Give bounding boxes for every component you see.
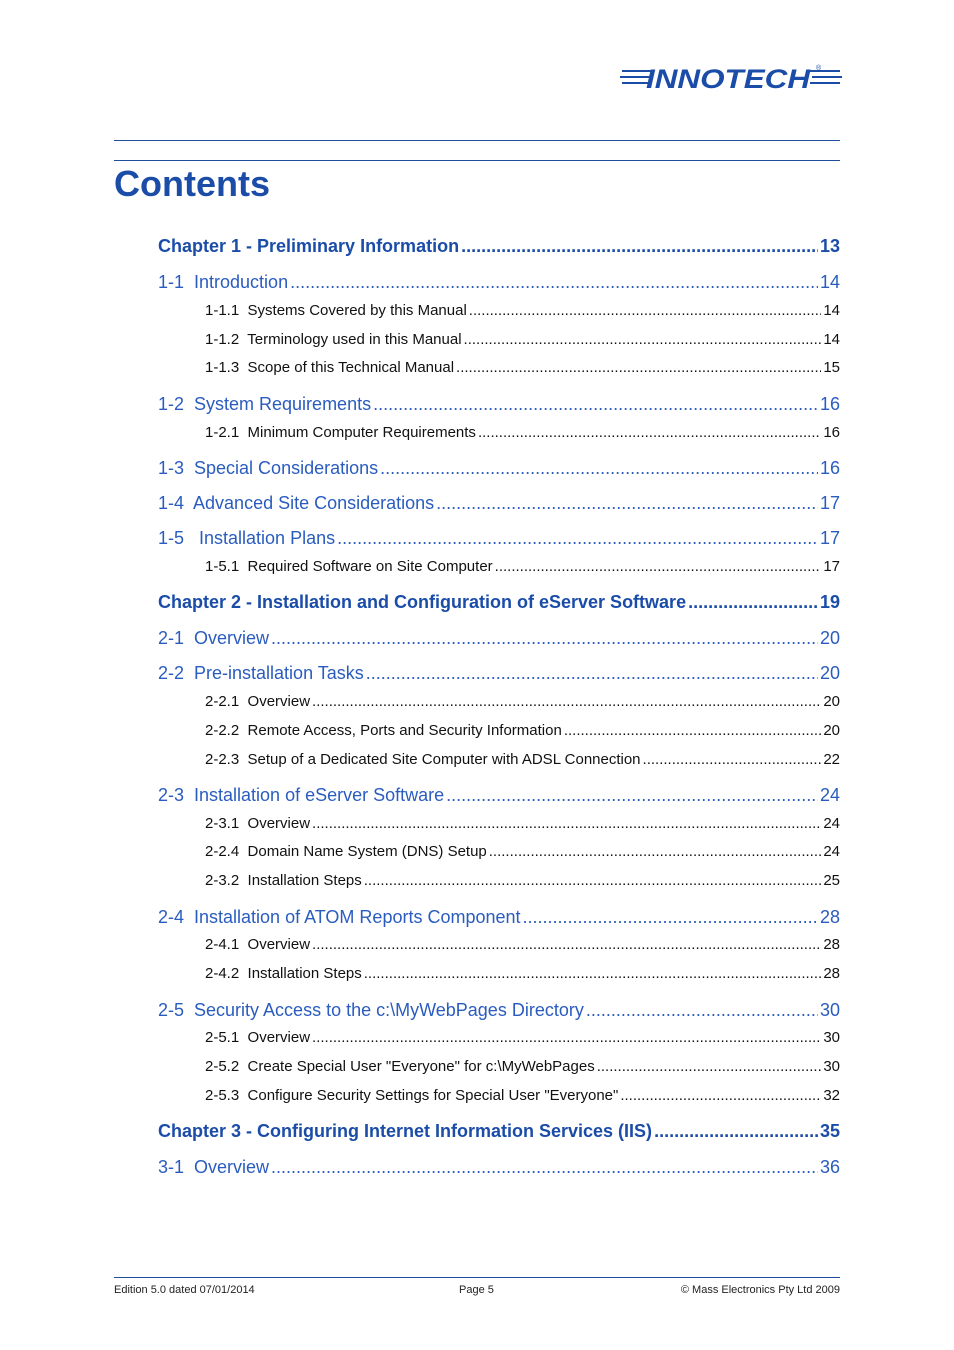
dot-leader <box>478 424 821 441</box>
dot-leader <box>586 1000 818 1021</box>
logo-wordmark: INNOTECH <box>646 64 811 94</box>
toc-entry-page-number: 35 <box>819 1121 840 1141</box>
toc-entry-sub[interactable] <box>205 1087 840 1104</box>
toc-entry-page-number: 24 <box>819 785 840 805</box>
toc-entry-sub[interactable] <box>205 815 840 832</box>
dot-leader <box>271 628 818 649</box>
dot-leader <box>489 843 822 860</box>
toc-entry-label: Chapter 3 - Configuring Internet Information Services (IIS) <box>158 1121 653 1141</box>
toc-entry-label: Chapter 2 - Installation and Configuration of eServer Software <box>158 592 687 612</box>
toc-entry-section[interactable] <box>158 493 840 514</box>
registered-mark: ® <box>816 65 822 72</box>
toc-entry-sub[interactable] <box>205 424 840 441</box>
toc-entry-label: 2-5.2 Create Special User "Everyone" for c:\MyWebPages <box>205 1058 595 1075</box>
toc-entry-label: 1-1.2 Terminology used in this Manual <box>205 331 462 348</box>
toc-entry-label: 2-5.3 Configure Security Settings for Special User "Everyone" <box>205 1087 619 1104</box>
toc-entry-label: 2-2.2 Remote Access, Ports and Security Information <box>205 722 562 739</box>
toc-entry-page-number: 28 <box>819 907 840 927</box>
toc-entry-page-number: 13 <box>819 236 840 256</box>
toc-entry-label: 2-2.4 Domain Name System (DNS) Setup <box>205 843 487 860</box>
toc-entry-label: 2-3.2 Installation Steps <box>205 872 362 889</box>
dot-leader <box>364 872 822 889</box>
toc-entry-label: 1-4 Advanced Site Considerations <box>158 493 435 513</box>
toc-entry-page-number: 16 <box>823 424 840 441</box>
toc-entry-page-number: 20 <box>819 628 840 648</box>
footer-rule <box>114 1277 840 1278</box>
toc-entry-section[interactable] <box>158 458 840 479</box>
toc-entry-page-number: 17 <box>819 528 840 548</box>
toc-entry-label: 1-5 Installation Plans <box>158 528 336 548</box>
toc-entry-page-number: 22 <box>823 751 840 768</box>
toc-entry-page-number: 14 <box>823 331 840 348</box>
toc-entry-section[interactable] <box>158 528 840 549</box>
toc-entry-sub[interactable] <box>205 302 840 319</box>
toc-entry-label: 1-5.1 Required Software on Site Computer <box>205 558 493 575</box>
dot-leader <box>436 493 818 514</box>
toc-entry-section[interactable] <box>158 1157 840 1178</box>
toc-entry-sub[interactable] <box>205 843 840 860</box>
dot-leader <box>364 965 822 982</box>
footer-edition: Edition 5.0 dated 07/01/2014 <box>114 1284 255 1296</box>
dot-leader <box>523 907 818 928</box>
toc-entry-label: 1-1.3 Scope of this Technical Manual <box>205 359 455 376</box>
toc-entry-section[interactable] <box>158 394 840 415</box>
toc-entry-label: 2-1 Overview <box>158 628 270 648</box>
toc-entry-page-number: 30 <box>819 1000 840 1020</box>
dot-leader <box>312 1029 821 1046</box>
page-title: Contents <box>114 163 270 204</box>
toc-entry-page-number: 17 <box>819 493 840 513</box>
toc-entry-sub[interactable] <box>205 331 840 348</box>
dot-leader <box>564 722 821 739</box>
toc-entry-section[interactable] <box>158 907 840 928</box>
header-rule-top <box>114 140 840 141</box>
toc-entry-sub[interactable] <box>205 936 840 953</box>
dot-leader <box>620 1087 821 1104</box>
toc-entry-chapter[interactable] <box>158 236 840 257</box>
toc-entry-label: 3-1 Overview <box>158 1157 270 1177</box>
toc-entry-sub[interactable] <box>205 1029 840 1046</box>
toc-entry-sub[interactable] <box>205 722 840 739</box>
dot-leader <box>464 331 822 348</box>
dot-leader <box>312 936 821 953</box>
dot-leader <box>654 1121 818 1142</box>
toc-entry-page-number: 14 <box>819 272 840 292</box>
dot-leader <box>688 592 818 613</box>
toc-entry-page-number: 36 <box>819 1157 840 1177</box>
toc-entry-label: 2-2 Pre-installation Tasks <box>158 663 364 683</box>
toc-entry-page-number: 28 <box>823 965 840 982</box>
toc-entry-chapter[interactable] <box>158 1121 840 1142</box>
toc-entry-page-number: 30 <box>823 1029 840 1046</box>
toc-entry-section[interactable] <box>158 628 840 649</box>
toc-entry-page-number: 24 <box>823 815 840 832</box>
toc-entry-label: 2-4 Installation of ATOM Reports Component <box>158 907 521 927</box>
toc-entry-page-number: 17 <box>823 558 840 575</box>
dot-leader <box>271 1157 818 1178</box>
toc-entry-sub[interactable] <box>205 359 840 376</box>
toc-entry-page-number: 16 <box>819 458 840 478</box>
header-rule-bottom <box>114 160 840 161</box>
toc-entry-label: 1-1.1 Systems Covered by this Manual <box>205 302 467 319</box>
toc-entry-label: 1-3 Special Considerations <box>158 458 379 478</box>
toc-entry-page-number: 20 <box>823 722 840 739</box>
dot-leader <box>495 558 822 575</box>
toc-entry-page-number: 28 <box>823 936 840 953</box>
toc-entry-section[interactable] <box>158 1000 840 1021</box>
toc-entry-page-number: 30 <box>823 1058 840 1075</box>
toc-entry-label: 2-5.1 Overview <box>205 1029 311 1046</box>
dot-leader <box>290 272 818 293</box>
innotech-logo <box>620 62 842 94</box>
toc-entry-label: 2-4.1 Overview <box>205 936 311 953</box>
dot-leader <box>380 458 818 479</box>
footer-page-number: Page 5 <box>459 1284 494 1296</box>
dot-leader <box>373 394 818 415</box>
toc-entry-label: 2-5 Security Access to the c:\MyWebPages Directory <box>158 1000 584 1020</box>
toc-entry-sub[interactable] <box>205 751 840 768</box>
dot-leader <box>312 693 821 710</box>
toc-entry-sub[interactable] <box>205 965 840 982</box>
toc-entry-section[interactable] <box>158 785 840 806</box>
toc-entry-section[interactable] <box>158 272 840 293</box>
dot-leader <box>366 663 818 684</box>
toc-entry-page-number: 24 <box>823 843 840 860</box>
dot-leader <box>446 785 818 806</box>
toc-entry-label: Chapter 1 - Preliminary Information <box>158 236 460 256</box>
toc-entry-page-number: 25 <box>823 872 840 889</box>
toc-entry-sub[interactable] <box>205 872 840 889</box>
toc-entry-label: 2-2.1 Overview <box>205 693 311 710</box>
toc-entry-sub[interactable] <box>205 693 840 710</box>
dot-leader <box>643 751 822 768</box>
toc-entry-page-number: 16 <box>819 394 840 414</box>
toc-entry-page-number: 14 <box>823 302 840 319</box>
toc-entry-label: 1-2 System Requirements <box>158 394 372 414</box>
toc-entry-label: 2-4.2 Installation Steps <box>205 965 362 982</box>
toc-entry-label: 2-3.1 Overview <box>205 815 311 832</box>
dot-leader <box>469 302 822 319</box>
toc-entry-chapter[interactable] <box>158 592 840 613</box>
dot-leader <box>597 1058 822 1075</box>
toc-entry-label: 2-3 Installation of eServer Software <box>158 785 445 805</box>
toc-entry-label: 2-2.3 Setup of a Dedicated Site Computer with ADSL Connection <box>205 751 641 768</box>
dot-leader <box>312 815 821 832</box>
toc-entry-page-number: 20 <box>823 693 840 710</box>
toc-entry-sub[interactable] <box>205 558 840 575</box>
toc-entry-label: 1-2.1 Minimum Computer Requirements <box>205 424 476 441</box>
toc-entry-page-number: 15 <box>823 359 840 376</box>
toc-entry-page-number: 32 <box>823 1087 840 1104</box>
dot-leader <box>337 528 818 549</box>
toc-entry-page-number: 19 <box>819 592 840 612</box>
footer-copyright: © Mass Electronics Pty Ltd 2009 <box>680 1284 840 1296</box>
toc-entry-sub[interactable] <box>205 1058 840 1075</box>
dot-leader <box>456 359 821 376</box>
dot-leader <box>461 236 818 257</box>
toc-entry-section[interactable] <box>158 663 840 684</box>
toc-entry-page-number: 20 <box>819 663 840 683</box>
toc-entry-label: 1-1 Introduction <box>158 272 289 292</box>
